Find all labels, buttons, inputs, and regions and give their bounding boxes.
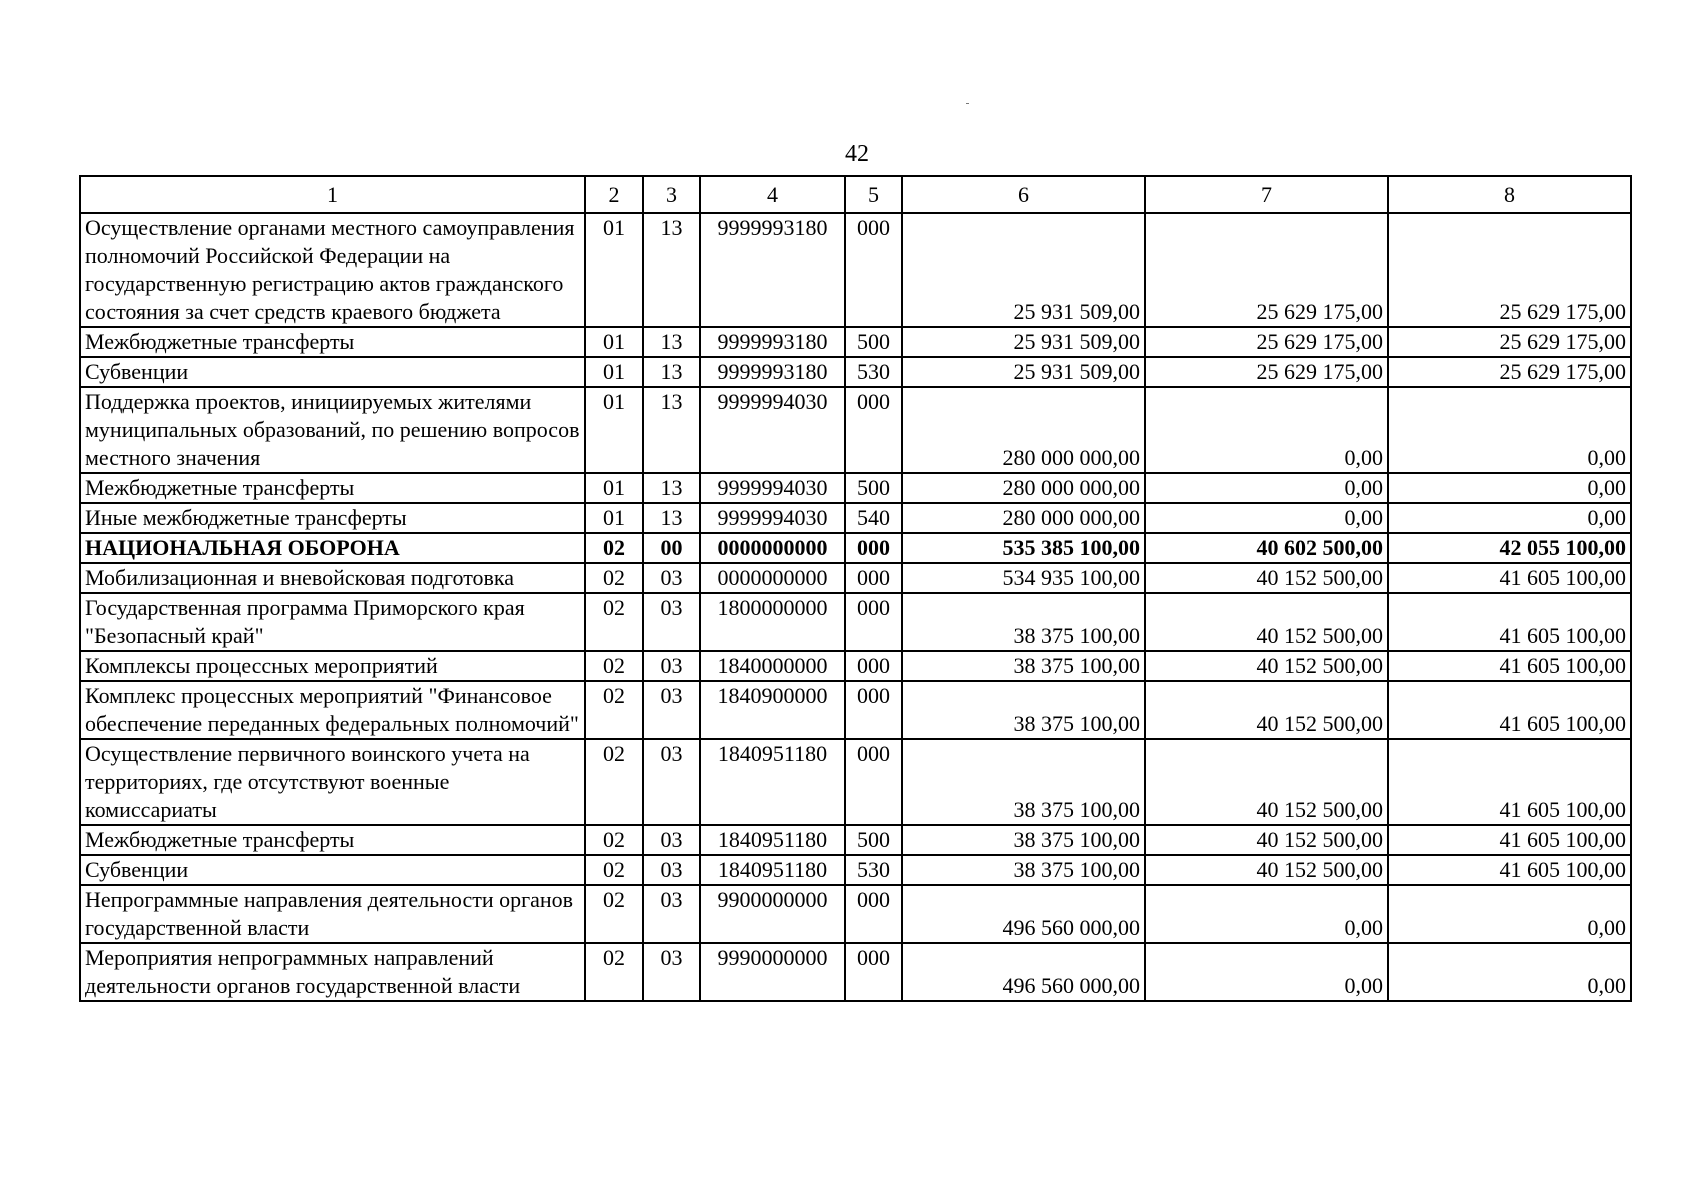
header-cell-2: 2 bbox=[585, 176, 643, 213]
row-amount-8: 41 605 100,00 bbox=[1388, 825, 1631, 855]
row-section: 01 bbox=[585, 387, 643, 473]
row-expense-type: 530 bbox=[845, 855, 902, 885]
row-section: 02 bbox=[585, 943, 643, 1001]
header-cell-6: 6 bbox=[902, 176, 1145, 213]
row-subsection: 03 bbox=[643, 563, 700, 593]
row-amount-6: 38 375 100,00 bbox=[902, 681, 1145, 739]
row-amount-7: 40 152 500,00 bbox=[1145, 855, 1388, 885]
row-amount-7: 40 152 500,00 bbox=[1145, 681, 1388, 739]
row-subsection: 13 bbox=[643, 503, 700, 533]
row-amount-8: 41 605 100,00 bbox=[1388, 593, 1631, 651]
row-expense-type: 500 bbox=[845, 327, 902, 357]
row-name: Субвенции bbox=[80, 855, 585, 885]
row-target-code: 1840951180 bbox=[700, 739, 845, 825]
row-expense-type: 000 bbox=[845, 651, 902, 681]
table-row bbox=[80, 855, 1631, 885]
row-amount-8: 0,00 bbox=[1388, 387, 1631, 473]
budget-table bbox=[79, 175, 1632, 1002]
row-section: 02 bbox=[585, 885, 643, 943]
row-subsection: 13 bbox=[643, 357, 700, 387]
row-section: 01 bbox=[585, 213, 643, 327]
row-amount-8: 41 605 100,00 bbox=[1388, 739, 1631, 825]
table-row bbox=[80, 885, 1631, 943]
table-row bbox=[80, 563, 1631, 593]
row-target-code: 9900000000 bbox=[700, 885, 845, 943]
table-row bbox=[80, 681, 1631, 739]
row-amount-7: 40 152 500,00 bbox=[1145, 563, 1388, 593]
row-target-code: 0000000000 bbox=[700, 563, 845, 593]
row-amount-6: 25 931 509,00 bbox=[902, 327, 1145, 357]
row-expense-type: 000 bbox=[845, 739, 902, 825]
row-target-code: 9999994030 bbox=[700, 387, 845, 473]
header-cell-7: 7 bbox=[1145, 176, 1388, 213]
row-amount-6: 25 931 509,00 bbox=[902, 213, 1145, 327]
row-amount-6: 38 375 100,00 bbox=[902, 739, 1145, 825]
row-amount-7: 40 152 500,00 bbox=[1145, 593, 1388, 651]
scan-speck bbox=[966, 103, 969, 104]
row-section: 02 bbox=[585, 563, 643, 593]
row-amount-6: 25 931 509,00 bbox=[902, 357, 1145, 387]
row-amount-6: 38 375 100,00 bbox=[902, 593, 1145, 651]
row-name: Непрограммные направления деятельности органов государственной власти bbox=[80, 885, 585, 943]
header-cell-5: 5 bbox=[845, 176, 902, 213]
row-target-code: 0000000000 bbox=[700, 533, 845, 563]
row-amount-6: 535 385 100,00 bbox=[902, 533, 1145, 563]
row-target-code: 9999993180 bbox=[700, 327, 845, 357]
table-row bbox=[80, 387, 1631, 473]
row-target-code: 9999994030 bbox=[700, 503, 845, 533]
row-amount-8: 41 605 100,00 bbox=[1388, 563, 1631, 593]
table-row bbox=[80, 473, 1631, 503]
table-row bbox=[80, 213, 1631, 327]
row-amount-8: 0,00 bbox=[1388, 943, 1631, 1001]
row-amount-6: 280 000 000,00 bbox=[902, 473, 1145, 503]
row-amount-7: 0,00 bbox=[1145, 885, 1388, 943]
row-amount-8: 25 629 175,00 bbox=[1388, 357, 1631, 387]
row-subsection: 13 bbox=[643, 213, 700, 327]
row-target-code: 9999994030 bbox=[700, 473, 845, 503]
table-row bbox=[80, 943, 1631, 1001]
row-name: НАЦИОНАЛЬНАЯ ОБОРОНА bbox=[80, 533, 585, 563]
row-subsection: 03 bbox=[643, 651, 700, 681]
header-cell-1: 1 bbox=[80, 176, 585, 213]
row-section: 01 bbox=[585, 503, 643, 533]
row-subsection: 03 bbox=[643, 739, 700, 825]
row-name: Поддержка проектов, инициируемых жителями муниципальных образований, по решению вопросов местного значения bbox=[80, 387, 585, 473]
row-subsection: 13 bbox=[643, 473, 700, 503]
row-amount-7: 0,00 bbox=[1145, 473, 1388, 503]
row-subsection: 03 bbox=[643, 681, 700, 739]
row-expense-type: 000 bbox=[845, 681, 902, 739]
row-section: 02 bbox=[585, 651, 643, 681]
row-amount-7: 0,00 bbox=[1145, 943, 1388, 1001]
row-name: Осуществление органами местного самоуправления полномочий Российской Федерации на государственную регистрацию актов гражданского состояния за счет средств краевого бюджета bbox=[80, 213, 585, 327]
row-section: 01 bbox=[585, 327, 643, 357]
row-expense-type: 000 bbox=[845, 533, 902, 563]
row-target-code: 1840951180 bbox=[700, 825, 845, 855]
row-amount-8: 0,00 bbox=[1388, 885, 1631, 943]
row-name: Межбюджетные трансферты bbox=[80, 473, 585, 503]
row-amount-6: 280 000 000,00 bbox=[902, 387, 1145, 473]
row-expense-type: 000 bbox=[845, 387, 902, 473]
row-subsection: 03 bbox=[643, 855, 700, 885]
row-amount-7: 40 152 500,00 bbox=[1145, 825, 1388, 855]
row-target-code: 9999993180 bbox=[700, 213, 845, 327]
row-amount-8: 41 605 100,00 bbox=[1388, 855, 1631, 885]
row-subsection: 03 bbox=[643, 593, 700, 651]
table-row bbox=[80, 651, 1631, 681]
row-amount-7: 25 629 175,00 bbox=[1145, 213, 1388, 327]
row-section: 02 bbox=[585, 739, 643, 825]
row-target-code: 1840900000 bbox=[700, 681, 845, 739]
row-section: 01 bbox=[585, 473, 643, 503]
row-amount-7: 0,00 bbox=[1145, 503, 1388, 533]
table-row bbox=[80, 593, 1631, 651]
row-name: Мероприятия непрограммных направлений деятельности органов государственной власти bbox=[80, 943, 585, 1001]
row-amount-7: 0,00 bbox=[1145, 387, 1388, 473]
row-name: Комплекс процессных мероприятий "Финансовое обеспечение переданных федеральных полномочий" bbox=[80, 681, 585, 739]
row-amount-8: 25 629 175,00 bbox=[1388, 327, 1631, 357]
row-amount-6: 496 560 000,00 bbox=[902, 943, 1145, 1001]
table-row bbox=[80, 739, 1631, 825]
header-cell-3: 3 bbox=[643, 176, 700, 213]
row-name: Межбюджетные трансферты bbox=[80, 327, 585, 357]
row-expense-type: 000 bbox=[845, 563, 902, 593]
row-expense-type: 000 bbox=[845, 943, 902, 1001]
row-expense-type: 540 bbox=[845, 503, 902, 533]
table-row bbox=[80, 327, 1631, 357]
row-name: Государственная программа Приморского края "Безопасный край" bbox=[80, 593, 585, 651]
row-amount-7: 40 602 500,00 bbox=[1145, 533, 1388, 563]
row-subsection: 03 bbox=[643, 943, 700, 1001]
row-subsection: 03 bbox=[643, 825, 700, 855]
row-section: 02 bbox=[585, 681, 643, 739]
row-amount-8: 41 605 100,00 bbox=[1388, 651, 1631, 681]
row-amount-8: 25 629 175,00 bbox=[1388, 213, 1631, 327]
row-section: 02 bbox=[585, 533, 643, 563]
row-target-code: 1840000000 bbox=[700, 651, 845, 681]
row-amount-8: 0,00 bbox=[1388, 503, 1631, 533]
row-expense-type: 000 bbox=[845, 885, 902, 943]
row-name: Субвенции bbox=[80, 357, 585, 387]
row-amount-8: 42 055 100,00 bbox=[1388, 533, 1631, 563]
row-name: Комплексы процессных мероприятий bbox=[80, 651, 585, 681]
row-section: 02 bbox=[585, 825, 643, 855]
page-number: 42 bbox=[845, 141, 869, 167]
row-expense-type: 000 bbox=[845, 593, 902, 651]
row-subsection: 13 bbox=[643, 327, 700, 357]
table-row-section-total bbox=[80, 533, 1631, 563]
row-amount-6: 280 000 000,00 bbox=[902, 503, 1145, 533]
row-target-code: 9990000000 bbox=[700, 943, 845, 1001]
row-name: Осуществление первичного воинского учета на территориях, где отсутствуют военные комиссариаты bbox=[80, 739, 585, 825]
header-cell-8: 8 bbox=[1388, 176, 1631, 213]
row-target-code: 1800000000 bbox=[700, 593, 845, 651]
row-amount-8: 0,00 bbox=[1388, 473, 1631, 503]
row-amount-6: 534 935 100,00 bbox=[902, 563, 1145, 593]
row-amount-8: 41 605 100,00 bbox=[1388, 681, 1631, 739]
row-subsection: 13 bbox=[643, 387, 700, 473]
row-amount-6: 38 375 100,00 bbox=[902, 855, 1145, 885]
row-amount-7: 40 152 500,00 bbox=[1145, 739, 1388, 825]
row-section: 01 bbox=[585, 357, 643, 387]
row-target-code: 1840951180 bbox=[700, 855, 845, 885]
table-header-row bbox=[80, 176, 1631, 213]
row-name: Иные межбюджетные трансферты bbox=[80, 503, 585, 533]
table-row bbox=[80, 503, 1631, 533]
row-expense-type: 500 bbox=[845, 825, 902, 855]
header-cell-4: 4 bbox=[700, 176, 845, 213]
row-subsection: 03 bbox=[643, 885, 700, 943]
table-row bbox=[80, 825, 1631, 855]
row-amount-7: 25 629 175,00 bbox=[1145, 357, 1388, 387]
row-amount-6: 496 560 000,00 bbox=[902, 885, 1145, 943]
row-expense-type: 000 bbox=[845, 213, 902, 327]
row-section: 02 bbox=[585, 593, 643, 651]
row-name: Межбюджетные трансферты bbox=[80, 825, 585, 855]
table-row bbox=[80, 357, 1631, 387]
row-section: 02 bbox=[585, 855, 643, 885]
row-expense-type: 500 bbox=[845, 473, 902, 503]
row-amount-7: 40 152 500,00 bbox=[1145, 651, 1388, 681]
row-subsection: 00 bbox=[643, 533, 700, 563]
row-target-code: 9999993180 bbox=[700, 357, 845, 387]
row-name: Мобилизационная и вневойсковая подготовка bbox=[80, 563, 585, 593]
row-amount-6: 38 375 100,00 bbox=[902, 651, 1145, 681]
row-amount-7: 25 629 175,00 bbox=[1145, 327, 1388, 357]
row-expense-type: 530 bbox=[845, 357, 902, 387]
row-amount-6: 38 375 100,00 bbox=[902, 825, 1145, 855]
